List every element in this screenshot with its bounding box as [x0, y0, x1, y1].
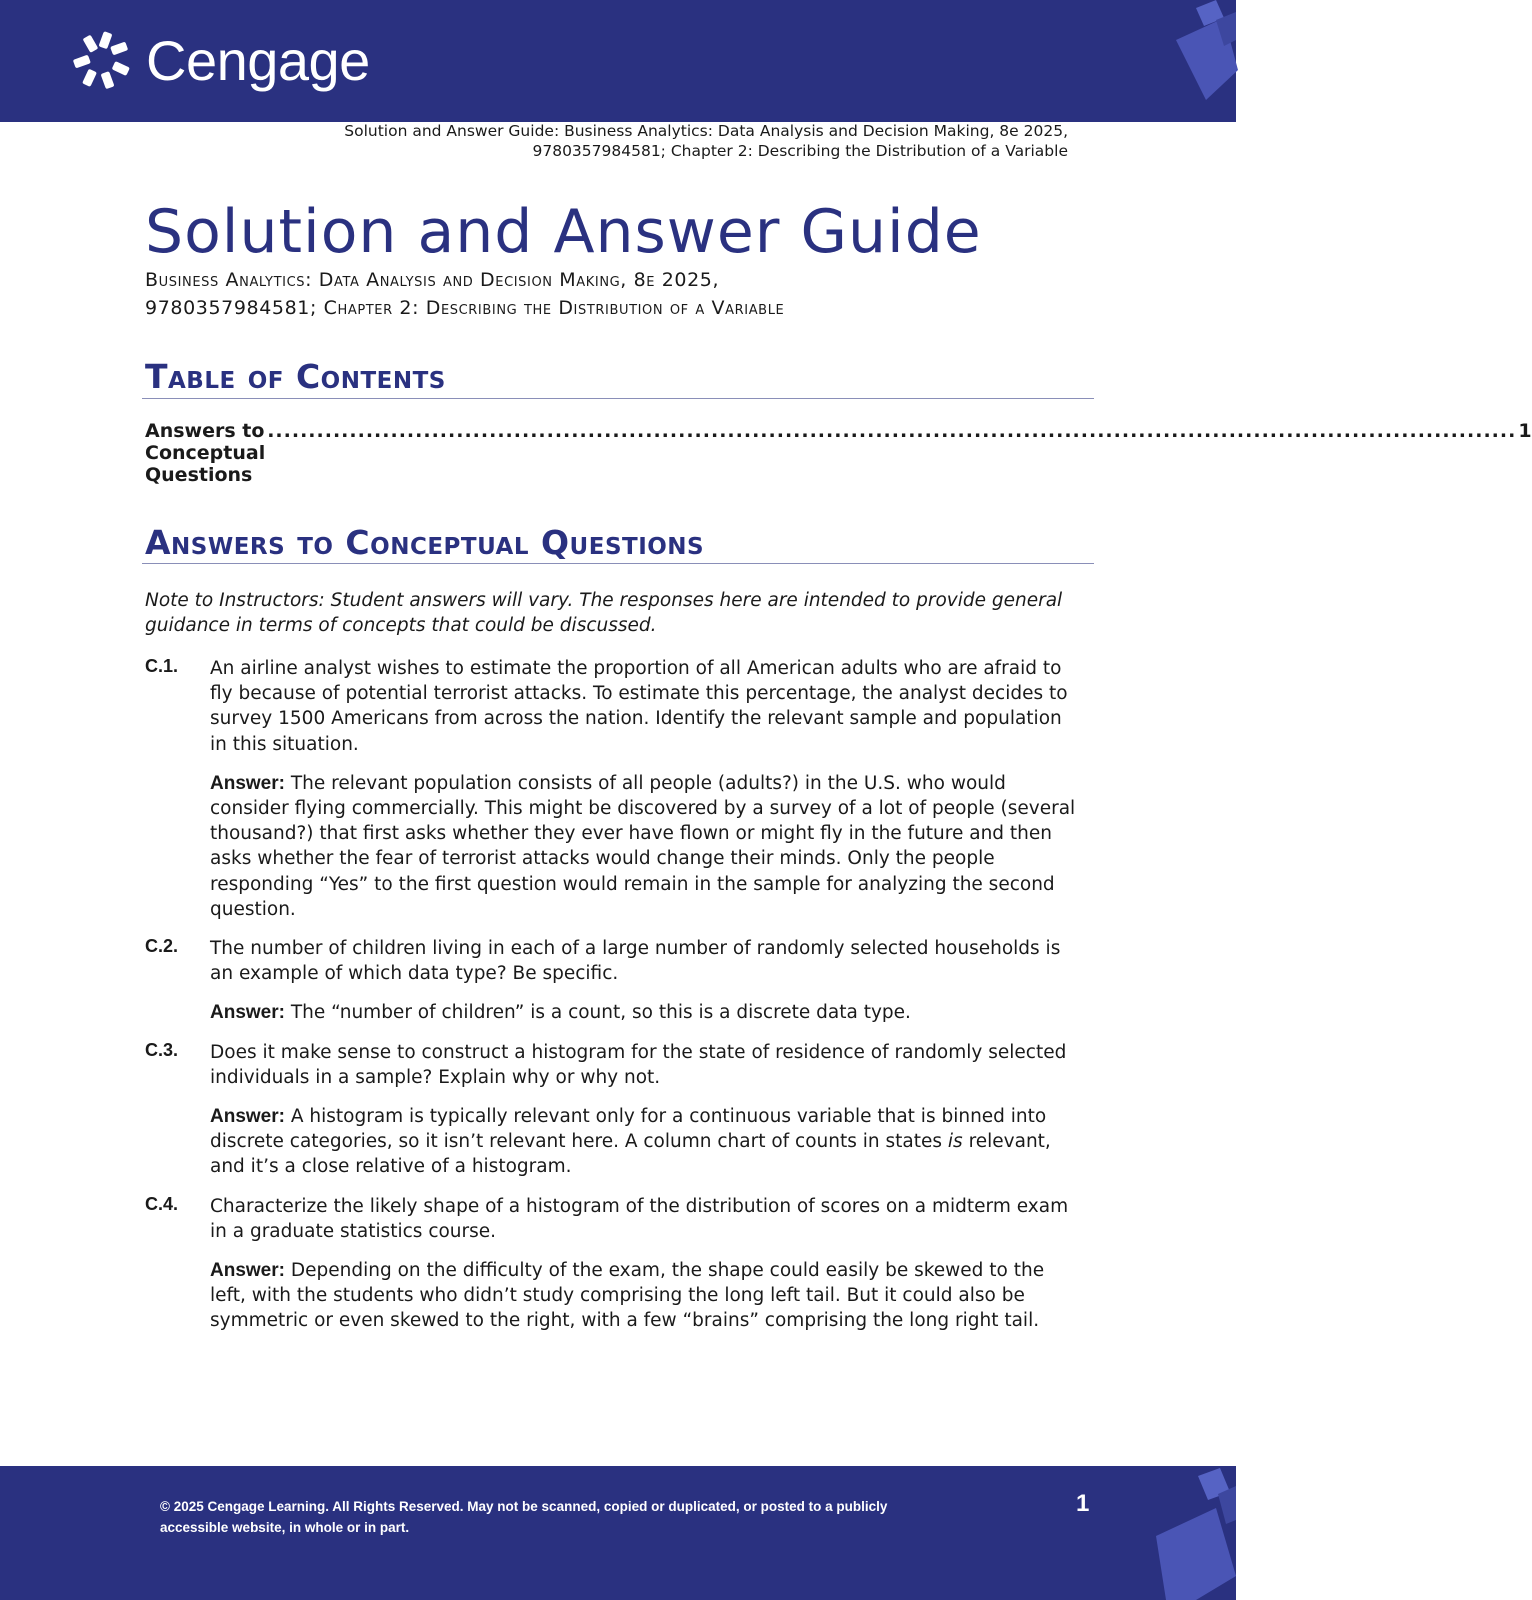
document-subtitle	[145, 266, 1095, 322]
answer-body-end: relevant, and it’s a close relative of a histogram.	[210, 1131, 1051, 1178]
section-heading: Answers to Conceptual Questions	[145, 523, 705, 562]
toc-entry-label: Answers to Conceptual Questions	[145, 420, 266, 486]
question-item	[145, 1040, 1080, 1180]
cengage-logo[interactable]	[74, 30, 370, 92]
corner-decoration-icon	[1146, 0, 1236, 122]
copyright-line: © 2025 Cengage Learning. All Rights Reserved. May not be scanned, copied or duplicated, or posted to a publicly	[160, 1499, 888, 1514]
question-text: Does it make sense to construct a histogram for the state of residence of randomly selected individuals in a sample? Explain why or why not.	[210, 1041, 1067, 1088]
running-header	[268, 121, 1068, 161]
answer-label: Answer:	[210, 1106, 285, 1128]
subtitle-line: Business Analytics: Data Analysis and Decision Making, 8e 2025,	[145, 269, 720, 291]
copyright-notice	[160, 1496, 940, 1538]
answer-emphasis: is	[947, 1131, 963, 1153]
answer-text	[210, 1000, 1080, 1025]
instructor-note: Note to Instructors: Student answers will vary. The responses here are intended to provide general guidance in terms of concepts that could be discussed.	[145, 590, 1063, 636]
toc-heading: Table of Contents	[145, 357, 446, 396]
footer-band	[0, 1466, 1236, 1600]
corner-decoration-icon	[1136, 1466, 1236, 1600]
answer-body: The relevant population consists of all people (adults?) in the U.S. who would consider flying commercially. This might be discovered by a survey of a lot of people (several thousand?) that first asks whether they ever have flown or might fly in the future and then asks whether the fear of terrorist attacks would change their minds. Only the people responding “Yes” to the first question would remain in the sample for analyzing the second question.	[210, 772, 1076, 920]
answer-body: Depending on the difficulty of the exam, the shape could easily be skewed to the left, with the students who didn’t study comprising the long left tail. But it could also be symmetric or even skewed to the right, with a few “brains” comprising the long right tail.	[210, 1260, 1045, 1332]
question-number: C.1.	[145, 656, 179, 676]
answer-text	[210, 771, 1080, 922]
question-list	[145, 656, 1080, 1348]
question-item	[145, 656, 1080, 922]
answer-body: The “number of children” is a count, so this is a discrete data type.	[290, 1002, 911, 1024]
running-header-line: Solution and Answer Guide: Business Analytics: Data Analysis and Decision Making, 8e 2025,	[344, 122, 1068, 140]
answer-label: Answer:	[210, 1260, 285, 1282]
toc-leader-dots: ........................................................................................................................................................	[267, 420, 1517, 442]
running-header-line: 9780357984581; Chapter 2: Describing the Distribution of a Variable	[532, 142, 1068, 160]
page-number: 1	[1076, 1490, 1090, 1517]
brand-name: Cengage	[146, 29, 370, 92]
answer-label: Answer:	[210, 1002, 285, 1024]
answer-label: Answer:	[210, 772, 285, 794]
question-text: Characterize the likely shape of a histogram of the distribution of scores on a midterm exam in a graduate statistics course.	[210, 1195, 1069, 1242]
answer-body: A histogram is typically relevant only for a continuous variable that is binned into discrete categories, so it isn’t relevant here. A column chart of counts in states	[210, 1106, 1047, 1153]
section-divider	[142, 563, 1094, 564]
header-band	[0, 0, 1236, 122]
toc-entry[interactable]	[145, 420, 1532, 486]
question-number: C.4.	[145, 1193, 179, 1214]
document-title: Solution and Answer Guide	[145, 197, 982, 267]
toc-entry-page: 1	[1518, 420, 1532, 442]
question-item	[145, 936, 1080, 1026]
question-item	[145, 1194, 1080, 1334]
copyright-line: accessible website, in whole or in part.	[160, 1520, 410, 1535]
cengage-logo-icon	[74, 30, 136, 92]
question-text: The number of children living in each of a large number of randomly selected households is an example of which data type? Be specific.	[210, 938, 1061, 985]
question-number: C.2.	[145, 936, 179, 957]
question-text: An airline analyst wishes to estimate the proportion of all American adults who are afraid to fly because of potential terrorist attacks. To estimate this percentage, the analyst decides to survey 1500 Americans from across the nation. Identify the relevant sample and population in this situation.	[210, 658, 1068, 755]
toc-divider	[142, 398, 1094, 399]
subtitle-line: 9780357984581; Chapter 2: Describing the Distribution of a Variable	[145, 297, 785, 319]
answer-text	[210, 1104, 1080, 1180]
question-number: C.3.	[145, 1039, 179, 1060]
answer-text	[210, 1258, 1080, 1334]
